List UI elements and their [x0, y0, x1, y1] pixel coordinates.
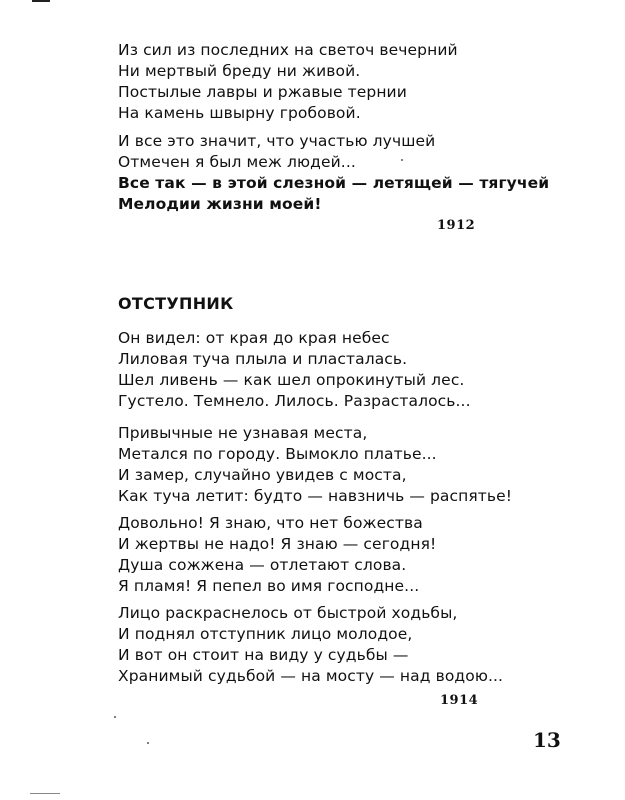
verse-line: Отмечен я был меж людей... — [118, 153, 356, 171]
verse-line: Я пламя! Я пепел во имя господне... — [118, 577, 420, 595]
verse-line: И все это значит, что участью лучшей — [118, 132, 436, 150]
poem2-stanza-3 — [118, 513, 436, 597]
verse-line: Он видел: от края до края небес — [118, 329, 390, 347]
verse-line: Как туча летит: будто — навзничь — распятье! — [118, 487, 513, 505]
verse-line: Довольно! Я знаю, что нет божества — [118, 514, 423, 532]
verse-line: Из сил из последних на светоч вечерний — [118, 41, 458, 59]
verse-line: И поднял отступник лицо молодое, — [118, 625, 413, 643]
scan-speck — [114, 716, 116, 718]
poem1-stanza-1 — [118, 40, 458, 124]
poem-title: ОТСТУПНИК — [118, 294, 234, 313]
verse-line: Ни мертвый бреду ни живой. — [118, 62, 361, 80]
poem1-year: 1912 — [437, 218, 476, 233]
verse-line: Привычные не узнавая места, — [118, 424, 368, 442]
verse-line: Душа сожжена — отлетают слова. — [118, 556, 407, 574]
poem2-stanza-4 — [118, 603, 503, 687]
verse-line: Лиловая туча плыла и пласталась. — [118, 350, 408, 368]
verse-line: И жертвы не надо! Я знаю — сегодня! — [118, 535, 437, 553]
verse-line: И замер, случайно увидев с моста, — [118, 466, 407, 484]
scan-edge-mark-top — [32, 0, 50, 2]
verse-line: Шел ливень — как шел опрокинутый лес. — [118, 371, 465, 389]
verse-line: Метался по городу. Вымокло платье... — [118, 445, 437, 463]
poem2-stanza-2 — [118, 423, 512, 507]
verse-line: Мелодии жизни моей! — [118, 195, 322, 213]
scan-speck — [147, 742, 149, 744]
scan-edge-mark-bottom — [30, 793, 60, 794]
verse-line: Хранимый судьбой — на мосту — над водою... — [118, 667, 504, 685]
verse-line: И вот он стоит на виду у судьбы — — [118, 646, 409, 664]
verse-line: Густело. Темнело. Лилось. Разрасталось... — [118, 392, 471, 410]
verse-line: Постылые лавры и ржавые тернии — [118, 83, 407, 101]
verse-line: Все так — в этой слезной — летящей — тягучей — [118, 174, 550, 192]
page-number: 13 — [533, 728, 561, 752]
verse-line: Лицо раскраснелось от быстрой ходьбы, — [118, 604, 458, 622]
poem2-year: 1914 — [440, 693, 479, 708]
verse-line: На камень швырну гробовой. — [118, 104, 361, 122]
scan-speck — [401, 159, 403, 161]
poem1-stanza-2 — [118, 131, 549, 215]
poem2-stanza-1 — [118, 328, 471, 412]
